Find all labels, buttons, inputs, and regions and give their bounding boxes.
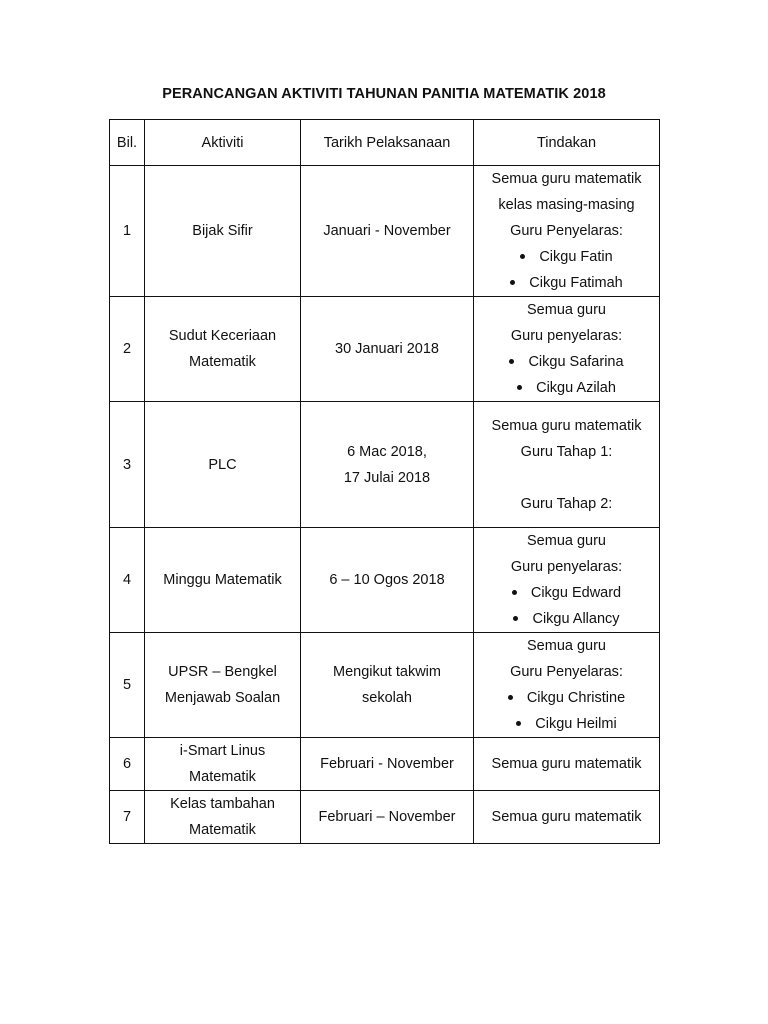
list-item	[478, 580, 655, 606]
tindakan-line: Semua guru	[527, 638, 606, 654]
aktiviti-line: Matematik	[189, 769, 256, 785]
coordinator-name: Cikgu Christine	[526, 690, 626, 706]
cell-aktiviti	[145, 297, 301, 402]
cell-aktiviti	[145, 402, 301, 528]
tindakan-line: Guru penyelaras:	[510, 559, 623, 575]
cell-tindakan	[474, 633, 660, 738]
tindakan-line: Semua guru matematik	[491, 171, 642, 187]
cell-aktiviti	[145, 528, 301, 633]
bullet-icon	[510, 280, 515, 285]
coordinator-name: Cikgu Allancy	[532, 611, 620, 627]
cell-aktiviti	[145, 166, 301, 297]
list-item	[478, 349, 655, 375]
aktiviti-line: Kelas tambahan	[170, 796, 275, 812]
tarikh-line: Januari - November	[323, 223, 451, 239]
coordinator-name: Cikgu Fatimah	[529, 275, 623, 291]
tarikh-line: 6 Mac 2018,	[347, 443, 427, 460]
page-title: PERANCANGAN AKTIVITI TAHUNAN PANITIA MATEMATIK 2018	[162, 86, 606, 102]
cell-tarikh	[301, 166, 474, 297]
coordinator-list	[478, 580, 655, 632]
tarikh-line: Mengikut takwim	[333, 664, 441, 680]
table-row	[110, 791, 660, 844]
activity-table	[109, 119, 660, 844]
cell-aktiviti	[145, 738, 301, 791]
tindakan-line: Guru Penyelaras:	[510, 223, 623, 239]
table-header-row	[110, 120, 660, 166]
cell-tarikh	[301, 402, 474, 528]
aktiviti-line: Sudut Keceriaan	[168, 328, 277, 344]
table-row	[110, 528, 660, 633]
cell-bil: 6	[110, 738, 145, 791]
aktiviti-line: UPSR – Bengkel	[168, 664, 277, 680]
bullet-icon	[513, 616, 518, 621]
tindakan-line: Guru Penyelaras:	[510, 664, 623, 680]
cell-tindakan	[474, 402, 660, 528]
cell-bil: 1	[110, 166, 145, 297]
cell-bil: 5	[110, 633, 145, 738]
list-item	[478, 711, 655, 737]
cell-bil: 2	[110, 297, 145, 402]
tarikh-line: 30 Januari 2018	[335, 341, 439, 357]
tarikh-line: Februari – November	[318, 809, 456, 825]
tindakan-line: Semua guru	[527, 302, 606, 318]
tarikh-line: 17 Julai 2018	[343, 469, 431, 486]
aktiviti-line: i-Smart Linus	[179, 743, 266, 759]
tindakan-line: Guru Tahap 1:	[520, 443, 613, 460]
aktiviti-line: PLC	[208, 456, 237, 473]
tarikh-line: sekolah	[362, 690, 412, 706]
header-tindakan: Tindakan	[474, 120, 660, 166]
coordinator-list	[478, 685, 655, 737]
table-row	[110, 738, 660, 791]
aktiviti-line: Minggu Matematik	[163, 572, 282, 588]
cell-bil: 3	[110, 402, 145, 528]
header-tarikh: Tarikh Pelaksanaan	[301, 120, 474, 166]
list-item	[478, 685, 655, 711]
tarikh-line: Februari - November	[320, 756, 454, 772]
cell-tindakan	[474, 166, 660, 297]
aktiviti-line: Matematik	[189, 822, 256, 838]
bullet-icon	[512, 590, 517, 595]
coordinator-list	[478, 244, 655, 296]
bullet-icon	[509, 359, 514, 364]
cell-tarikh	[301, 791, 474, 844]
coordinator-list	[478, 349, 655, 401]
aktiviti-line: Bijak Sifir	[192, 223, 253, 239]
cell-tarikh	[301, 297, 474, 402]
cell-tindakan	[474, 791, 660, 844]
cell-aktiviti	[145, 791, 301, 844]
list-item	[478, 606, 655, 632]
table-row	[110, 402, 660, 528]
cell-tarikh	[301, 633, 474, 738]
tindakan-line: Semua guru matematik	[491, 417, 642, 434]
coordinator-name: Cikgu Fatin	[539, 249, 613, 265]
tindakan-line: Semua guru	[527, 533, 606, 549]
cell-bil: 4	[110, 528, 145, 633]
cell-tindakan	[474, 297, 660, 402]
bullet-icon	[516, 721, 521, 726]
coordinator-name: Cikgu Azilah	[536, 380, 616, 396]
cell-tindakan	[474, 738, 660, 791]
aktiviti-line: Matematik	[189, 354, 256, 370]
tindakan-line: kelas masing-masing	[498, 197, 635, 213]
tindakan-line: Guru penyelaras:	[510, 328, 623, 344]
list-item	[478, 270, 655, 296]
tindakan-line: Semua guru matematik	[491, 809, 642, 825]
table-row	[110, 297, 660, 402]
coordinator-name: Cikgu Safarina	[528, 354, 624, 370]
header-aktiviti: Aktiviti	[145, 120, 301, 166]
cell-aktiviti	[145, 633, 301, 738]
list-item	[478, 375, 655, 401]
aktiviti-line: Menjawab Soalan	[164, 690, 281, 706]
cell-tindakan	[474, 528, 660, 633]
bullet-icon	[520, 254, 525, 259]
bullet-icon	[517, 385, 522, 390]
table-row	[110, 166, 660, 297]
coordinator-name: Cikgu Heilmi	[535, 716, 617, 732]
header-bil: Bil.	[110, 120, 145, 166]
tindakan-line: Semua guru matematik	[491, 756, 642, 772]
bullet-icon	[508, 695, 513, 700]
tindakan-line: Guru Tahap 2:	[520, 495, 613, 512]
coordinator-name: Cikgu Edward	[530, 585, 622, 601]
tindakan-blank-line	[478, 465, 655, 491]
cell-tarikh	[301, 738, 474, 791]
cell-tarikh	[301, 528, 474, 633]
table-row	[110, 633, 660, 738]
cell-bil: 7	[110, 791, 145, 844]
list-item	[478, 244, 655, 270]
tarikh-line: 6 – 10 Ogos 2018	[329, 572, 445, 588]
